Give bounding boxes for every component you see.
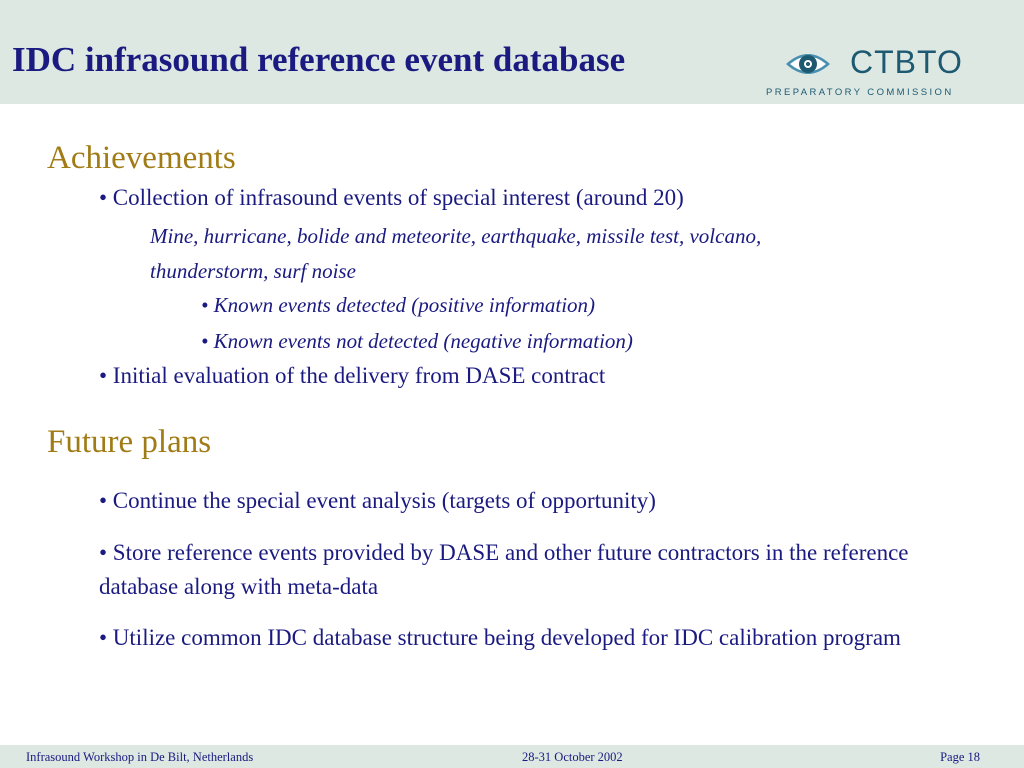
- achievement-bullet-collection: • Collection of infrasound events of special interest (around 20): [99, 185, 684, 210]
- future-plans-heading: Future plans: [47, 424, 212, 460]
- future-bullet-store: • Store reference events provided by DASE and other future contractors in the reference database along with meta-data: [99, 540, 909, 599]
- footer-band: [0, 745, 1024, 768]
- event-types-line-2: thunderstorm, surf noise: [150, 259, 356, 283]
- logo-wordmark: CTBTO: [850, 44, 963, 80]
- sub-bullet-detected: • Known events detected (positive information): [201, 293, 596, 317]
- achievement-bullet-evaluation: • Initial evaluation of the delivery from DASE contract: [99, 363, 606, 388]
- ctbto-eye-icon: [784, 44, 832, 84]
- footer-date: 28-31 October 2002: [522, 750, 623, 764]
- sub-bullet-not-detected: • Known events not detected (negative information): [201, 329, 633, 353]
- achievements-heading: Achievements: [47, 140, 236, 176]
- future-bullet-utilize: • Utilize common IDC database structure being developed for IDC calibration program: [99, 625, 901, 650]
- logo-subtitle: PREPARATORY COMMISSION: [766, 87, 954, 98]
- ctbto-logo: [762, 40, 972, 102]
- slide-title: IDC infrasound reference event database: [12, 40, 626, 79]
- event-types-line-1: Mine, hurricane, bolide and meteorite, earthquake, missile test, volcano,: [150, 224, 762, 248]
- footer-page-number: Page 18: [940, 750, 980, 764]
- header-band: [0, 0, 1024, 104]
- future-bullet-continue: • Continue the special event analysis (targets of opportunity): [99, 488, 656, 513]
- footer-event: Infrasound Workshop in De Bilt, Netherlands: [26, 750, 254, 764]
